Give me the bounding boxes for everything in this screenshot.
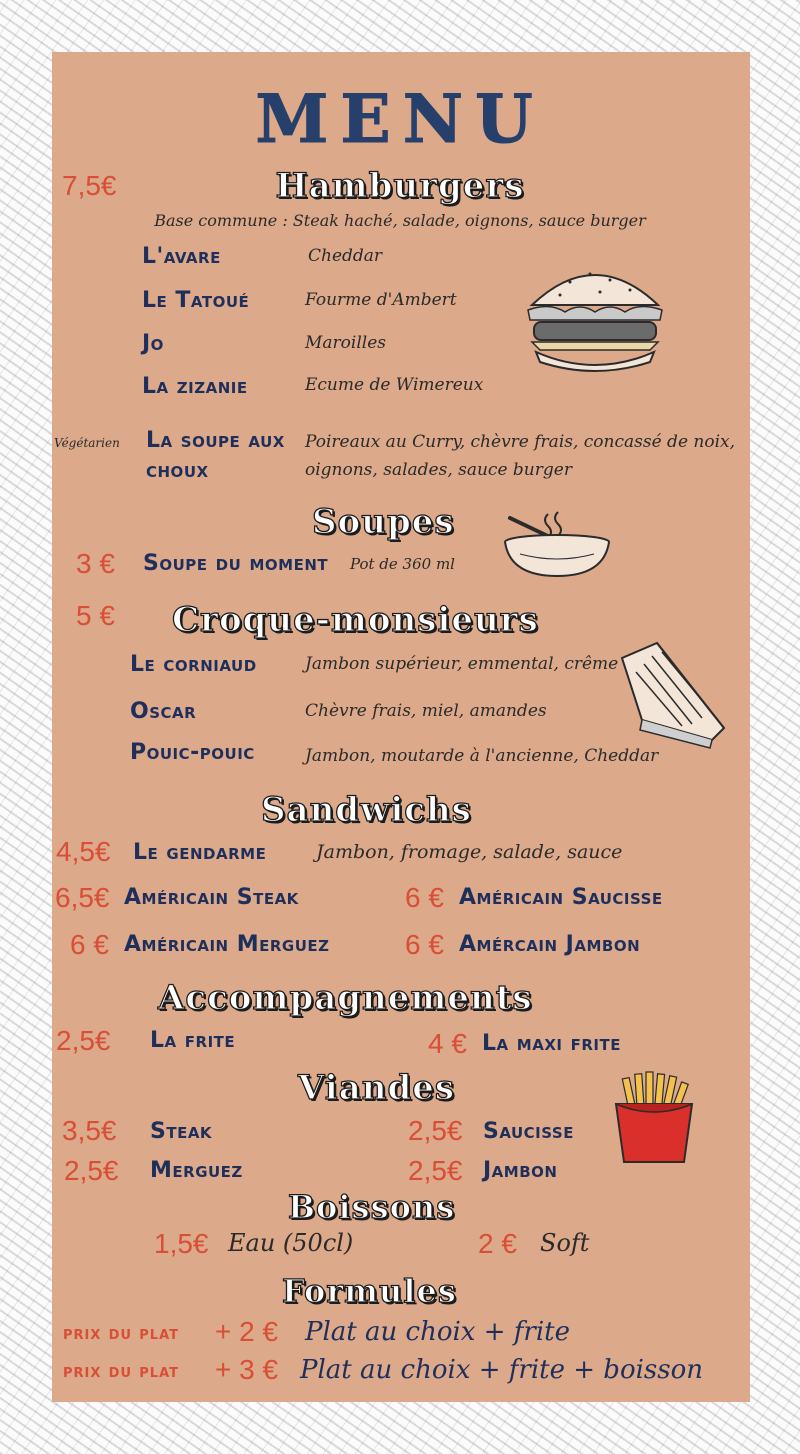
saucisse-price: 2,5€ xyxy=(408,1115,463,1146)
jambon-price: 2,5€ xyxy=(408,1155,463,1186)
frite-price: 2,5€ xyxy=(56,1025,111,1056)
soupe-price: 3 € xyxy=(76,548,115,579)
americain-saucisse-price: 6 € xyxy=(405,882,444,913)
croque-desc: Jambon supérieur, emmental, crême xyxy=(305,654,619,674)
burger-name: Le Tatoué xyxy=(142,288,250,313)
burger-name: Jo xyxy=(142,331,164,356)
vegetarian-tag: Végétarien xyxy=(54,436,120,450)
formule2-plus: + 3 € xyxy=(215,1354,279,1385)
formule1-label: prix du plat xyxy=(63,1323,180,1344)
boissons-heading: Boissons xyxy=(288,1188,456,1226)
croque-desc: Jambon, moutarde à l'ancienne, Cheddar xyxy=(305,746,659,766)
steak-price: 3,5€ xyxy=(62,1115,117,1146)
fries-illustration xyxy=(612,1070,696,1164)
americain-saucisse-name: Américain Saucisse xyxy=(459,885,663,910)
hamburgers-base: Base commune : Steak haché, salade, oignons, sauce burger xyxy=(154,211,646,230)
veggie-name-line1: La soupe aux xyxy=(146,428,285,453)
gendarme-name: Le gendarme xyxy=(133,840,267,865)
saucisse-name: Saucisse xyxy=(483,1119,574,1144)
jambon-name: Jambon xyxy=(483,1158,558,1183)
croques-heading: Croque-monsieurs xyxy=(172,600,539,640)
formule2-label: prix du plat xyxy=(63,1361,180,1382)
formules-heading: Formules xyxy=(282,1272,457,1310)
gendarme-desc: Jambon, fromage, salade, sauce xyxy=(316,841,623,863)
americain-steak-name: Américain Steak xyxy=(124,885,299,910)
croque-desc: Chèvre frais, miel, amandes xyxy=(305,701,547,721)
burger-desc: Cheddar xyxy=(308,246,383,266)
burger-illustration xyxy=(520,250,670,380)
accompagnements-heading: Accompagnements xyxy=(158,978,533,1018)
croque-name: Oscar xyxy=(130,699,197,724)
hamburgers-heading: Hamburgers xyxy=(275,166,525,206)
americain-merguez-price: 6 € xyxy=(70,929,109,960)
menu-title: MENU xyxy=(255,80,545,158)
croque-name: Le corniaud xyxy=(130,652,257,677)
burger-desc: Fourme d'Ambert xyxy=(305,290,457,310)
formule1-plus: + 2 € xyxy=(215,1316,279,1347)
merguez-price: 2,5€ xyxy=(64,1155,119,1186)
burger-desc: Maroilles xyxy=(305,333,386,353)
croque-name: Pouic-pouic xyxy=(130,740,255,765)
soupe-name: Soupe du moment xyxy=(143,551,329,576)
soupes-heading: Soupes xyxy=(312,502,455,542)
formule1-desc: Plat au choix + frite xyxy=(305,1317,570,1347)
veggie-desc-line2: oignons, salades, sauce burger xyxy=(305,460,572,480)
eau-name: Eau (50cl) xyxy=(228,1229,354,1257)
formule2-desc: Plat au choix + frite + boisson xyxy=(300,1355,703,1385)
soup-bowl-illustration xyxy=(500,508,615,580)
soft-price: 2 € xyxy=(478,1228,517,1259)
burger-name: L'avare xyxy=(142,244,221,269)
sandwichs-heading: Sandwichs xyxy=(261,790,472,830)
burger-name: La zizanie xyxy=(142,374,248,399)
veggie-desc-line1: Poireaux au Curry, chèvre frais, concassé de noix, xyxy=(305,432,736,452)
americain-steak-price: 6,5€ xyxy=(55,882,110,913)
soft-name: Soft xyxy=(540,1229,590,1257)
gendarme-price: 4,5€ xyxy=(56,836,111,867)
frite-name: La frite xyxy=(150,1028,236,1053)
veggie-name-line2: choux xyxy=(146,458,209,483)
maxi-frite-price: 4 € xyxy=(428,1028,467,1059)
americain-jambon-price: 6 € xyxy=(405,929,444,960)
americain-jambon-name: Amércain Jambon xyxy=(459,932,641,957)
croque-price: 5 € xyxy=(76,600,115,631)
eau-price: 1,5€ xyxy=(154,1228,209,1259)
americain-merguez-name: Américain Merguez xyxy=(124,932,330,957)
merguez-name: Merguez xyxy=(150,1158,243,1183)
steak-name: Steak xyxy=(150,1119,213,1144)
maxi-frite-name: La maxi frite xyxy=(482,1031,621,1056)
soupe-desc: Pot de 360 ml xyxy=(350,555,455,573)
hamburgers-price: 7,5€ xyxy=(62,170,117,201)
burger-desc: Ecume de Wimereux xyxy=(305,375,484,395)
sandwich-illustration xyxy=(612,638,734,750)
viandes-heading: Viandes xyxy=(298,1068,455,1108)
